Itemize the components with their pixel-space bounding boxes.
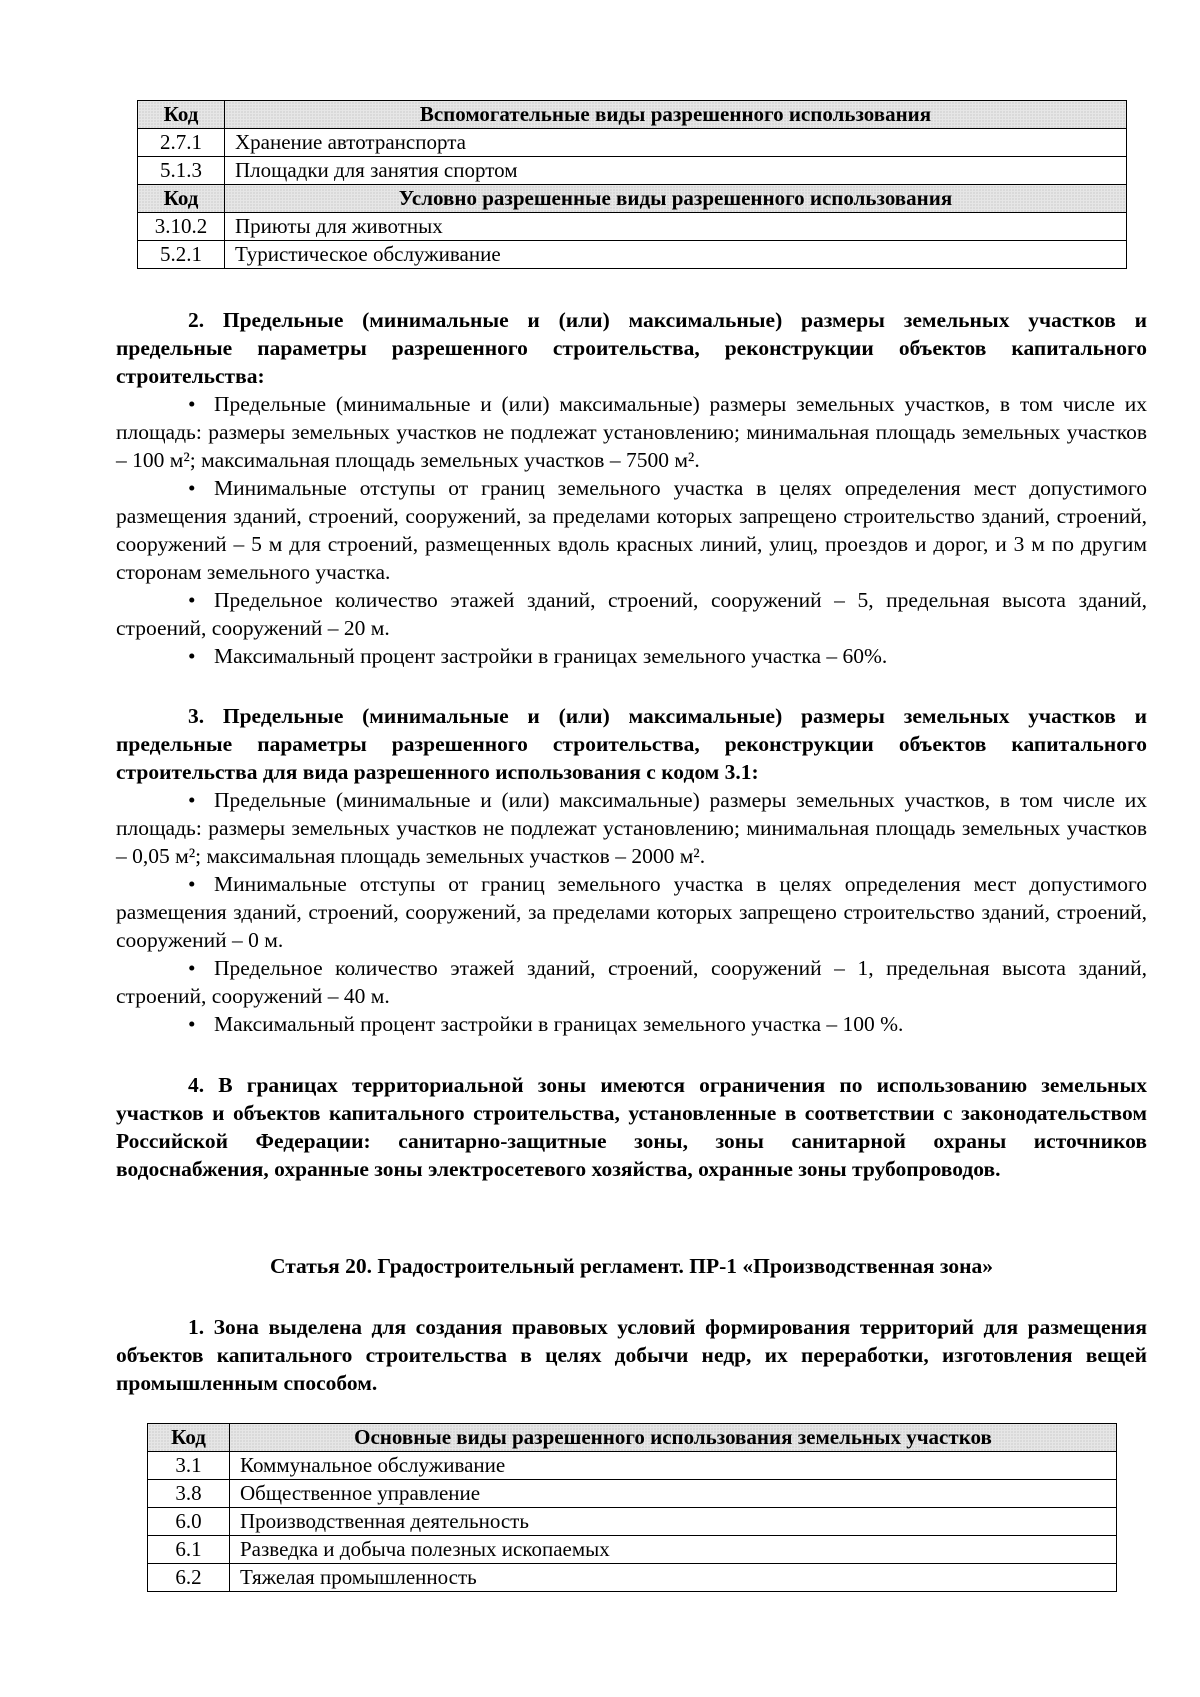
bullet-text: Предельное количество этажей зданий, строений, сооружений – 1, предельная высота зданий, строений, сооружений – 40 м. bbox=[116, 956, 1147, 1008]
name-cell: Тяжелая промышленность bbox=[230, 1564, 1117, 1592]
table-row bbox=[138, 129, 1127, 157]
name-cell: Хранение автотранспорта bbox=[225, 129, 1127, 157]
table-row bbox=[138, 213, 1127, 241]
section-2-bullet bbox=[116, 586, 1147, 642]
code-cell: 5.2.1 bbox=[138, 241, 225, 269]
main-uses-table bbox=[147, 1423, 1117, 1592]
bullet-text: Предельные (минимальные и (или) максимальные) размеры земельных участков, в том числе их площадь: размеры земельных участков не подлежат установлению; минимальная площадь земельных участков – 100 м²; максимальная площадь земельных участков – 7500 м². bbox=[116, 392, 1147, 472]
code-cell: 6.2 bbox=[148, 1564, 230, 1592]
section-2-bullet bbox=[116, 642, 1147, 670]
code-cell: 2.7.1 bbox=[138, 129, 225, 157]
code-cell: 6.1 bbox=[148, 1536, 230, 1564]
header-code-cell: Код bbox=[138, 101, 225, 129]
table-header-row bbox=[148, 1424, 1117, 1452]
section-3-bullet bbox=[116, 870, 1147, 954]
section-3-heading: 3. Предельные (минимальные и (или) максимальные) размеры земельных участков и предельные параметры разрешенного строительства, реконструкции объектов капитального строительства для вида разрешенного использования с кодом 3.1: bbox=[116, 704, 1147, 784]
bullet-text: Минимальные отступы от границ земельного участка в целях определения мест допустимого размещения зданий, строений, сооружений, за пределами которых запрещено строительство зданий, строений, сооружений – 0 м. bbox=[116, 872, 1147, 952]
code-cell: 3.1 bbox=[148, 1452, 230, 1480]
table-row bbox=[148, 1508, 1117, 1536]
bullet-text: Предельное количество этажей зданий, строений, сооружений – 5, предельная высота зданий, строений, сооружений – 20 м. bbox=[116, 588, 1147, 640]
bullet-icon: • bbox=[188, 588, 196, 612]
name-cell: Туристическое обслуживание bbox=[225, 241, 1127, 269]
table-row bbox=[148, 1480, 1117, 1508]
section-2-bullet bbox=[116, 390, 1147, 474]
table-header-row bbox=[138, 101, 1127, 129]
section-3-bullet bbox=[116, 1010, 1147, 1038]
bullet-icon: • bbox=[188, 872, 196, 896]
bullet-icon: • bbox=[188, 644, 196, 668]
header-name-cell: Вспомогательные виды разрешенного использования bbox=[225, 101, 1127, 129]
bullet-icon: • bbox=[188, 476, 196, 500]
name-cell: Коммунальное обслуживание bbox=[230, 1452, 1117, 1480]
section-4-text: 4. В границах территориальной зоны имеются ограничения по использованию земельных участков и объектов капитального строительства, установленные в соответствии с законодательством Российской Федерации: санитарно-защитные зоны, зоны санитарной охраны источников водоснабжения, охранные зоны электросетевого хозяйства, охранные зоны трубопроводов. bbox=[116, 1073, 1147, 1181]
code-cell: 6.0 bbox=[148, 1508, 230, 1536]
code-cell: 5.1.3 bbox=[138, 157, 225, 185]
bullet-icon: • bbox=[188, 1012, 196, 1036]
name-cell: Общественное управление bbox=[230, 1480, 1117, 1508]
section-3-bullet bbox=[116, 954, 1147, 1010]
bullet-icon: • bbox=[188, 788, 196, 812]
table-row bbox=[138, 241, 1127, 269]
header-code-cell: Код bbox=[148, 1424, 230, 1452]
section-3-bullet bbox=[116, 786, 1147, 870]
name-cell: Производственная деятельность bbox=[230, 1508, 1117, 1536]
code-cell: 3.8 bbox=[148, 1480, 230, 1508]
article-20-title: Статья 20. Градостроительный регламент. ПР-1 «Производственная зона» bbox=[269, 1254, 994, 1278]
code-cell: 3.10.2 bbox=[138, 213, 225, 241]
name-cell: Приюты для животных bbox=[225, 213, 1127, 241]
name-cell: Площадки для занятия спортом bbox=[225, 157, 1127, 185]
bullet-icon: • bbox=[188, 392, 196, 416]
table-header-row bbox=[138, 185, 1127, 213]
table-row bbox=[148, 1564, 1117, 1592]
name-cell: Разведка и добыча полезных ископаемых bbox=[230, 1536, 1117, 1564]
section-2-heading: 2. Предельные (минимальные и (или) максимальные) размеры земельных участков и предельные параметры разрешенного строительства, реконструкции объектов капитального строительства: bbox=[116, 308, 1147, 388]
section-2-bullet bbox=[116, 474, 1147, 586]
header-code-cell: Код bbox=[138, 185, 225, 213]
bullet-text: Минимальные отступы от границ земельного участка в целях определения мест допустимого размещения зданий, строений, сооружений, за пределами которых запрещено строительство зданий, строений, сооружений – 5 м для строений, размещенных вдоль красных линий, улиц, проездов и дорог, и 3 м по другим сторонам земельного участка. bbox=[116, 476, 1147, 584]
table-row bbox=[148, 1536, 1117, 1564]
bullet-text: Предельные (минимальные и (или) максимальные) размеры земельных участков, в том числе их площадь: размеры земельных участков не подлежат установлению; минимальная площадь земельных участков – 0,05 м²; максимальная площадь земельных участков – 2000 м². bbox=[116, 788, 1147, 868]
bullet-text: Максимальный процент застройки в границах земельного участка – 100 %. bbox=[214, 1012, 904, 1036]
aux-and-conditional-uses-table bbox=[137, 100, 1127, 269]
header-name-cell: Условно разрешенные виды разрешенного использования bbox=[225, 185, 1127, 213]
table-row bbox=[148, 1452, 1117, 1480]
table-row bbox=[138, 157, 1127, 185]
bullet-icon: • bbox=[188, 956, 196, 980]
header-name-cell: Основные виды разрешенного использования земельных участков bbox=[230, 1424, 1117, 1452]
bullet-text: Максимальный процент застройки в границах земельного участка – 60%. bbox=[214, 644, 888, 668]
article-20-paragraph-1: 1. Зона выделена для создания правовых условий формирования территорий для размещения объектов капитального строительства в целях добычи недр, их переработки, изготовления вещей промышленным способом. bbox=[116, 1315, 1147, 1395]
